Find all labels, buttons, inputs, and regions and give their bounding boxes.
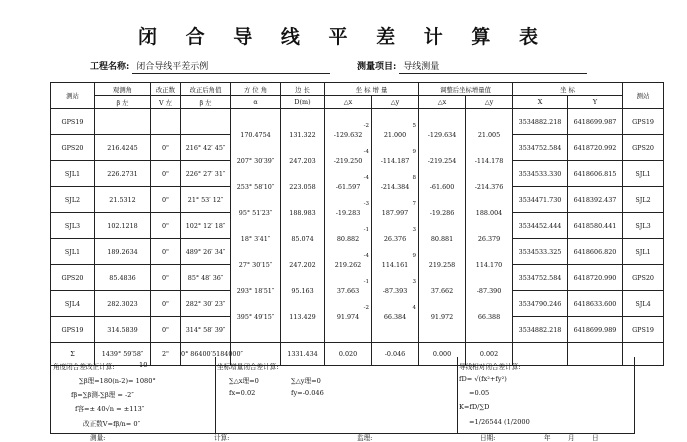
sum-ady: 0.002 bbox=[466, 343, 513, 366]
increment-correction: 3 bbox=[412, 278, 417, 285]
header-dy: △y bbox=[372, 96, 419, 109]
adjusted-delta-x-cell-value: -129.634 bbox=[427, 130, 457, 139]
y-coordinate-cell: 6418606.815 bbox=[568, 161, 623, 187]
table-row bbox=[51, 187, 664, 213]
measure-item-value[interactable]: 导线测量 bbox=[399, 59, 587, 74]
correction-cell: 0" bbox=[151, 187, 181, 213]
station-right-cell: SJL3 bbox=[623, 213, 664, 239]
adjusted-angle-cell: 489° 26′ 34″ bbox=[181, 239, 231, 265]
delta-x-cell-value: -129.632 bbox=[333, 130, 363, 139]
distance-cell-value: 85.074 bbox=[291, 234, 314, 243]
y-coordinate-cell: 6418633.600 bbox=[568, 291, 623, 317]
sum-adx: 0.000 bbox=[419, 343, 466, 366]
increment-correction: 8 bbox=[412, 174, 417, 181]
header-corr: 改正数 bbox=[151, 83, 181, 96]
delta-y-cell-value: 26.376 bbox=[383, 234, 407, 243]
delta-x-cell-value: -19.283 bbox=[335, 208, 361, 217]
delta-x-cell-value: -219.250 bbox=[333, 156, 363, 165]
page-title: 闭 合 导 线 平 差 计 算 表 bbox=[138, 26, 549, 48]
delta-y-cell bbox=[372, 265, 419, 295]
increment-correction: -4 bbox=[363, 174, 369, 181]
angle-corr-formula: 改正数V=fβ/n= 0″ bbox=[83, 420, 141, 428]
rel-k-formula: K=fD/∑D bbox=[459, 403, 490, 411]
delta-x-cell bbox=[325, 161, 372, 191]
x-coordinate-cell: 3534752.584 bbox=[513, 265, 568, 291]
table-row bbox=[51, 239, 664, 265]
sum-dx: 0.020 bbox=[325, 343, 372, 366]
adjusted-angle-cell: 314° 58′ 39″ bbox=[181, 317, 231, 343]
x-coordinate-cell: 3534533.330 bbox=[513, 161, 568, 187]
distance-cell-value: 113.429 bbox=[289, 312, 316, 321]
delta-y-cell-value: 66.384 bbox=[383, 312, 407, 321]
y-coordinate-cell: 6418720.992 bbox=[568, 135, 623, 161]
obs-angle-cell: 314.5839 bbox=[95, 317, 151, 343]
obs-angle-cell: 85.4836 bbox=[95, 265, 151, 291]
increment-correction: 9 bbox=[412, 252, 417, 259]
station-cell: SJL3 bbox=[51, 213, 95, 239]
x-coordinate-cell: 3534790.246 bbox=[513, 291, 568, 317]
station-right-cell: SJL1 bbox=[623, 239, 664, 265]
delta-x-cell-value: 80.882 bbox=[336, 234, 360, 243]
adjusted-delta-x-cell-value: -19.286 bbox=[429, 208, 455, 217]
increment-correction: 9 bbox=[412, 148, 417, 155]
delta-x-cell bbox=[325, 213, 372, 243]
header-coord-inc: 坐 标 增 量 bbox=[325, 83, 419, 96]
x-coordinate-cell: 3534533.325 bbox=[513, 239, 568, 265]
relative-closure-calc bbox=[457, 357, 634, 433]
adjusted-delta-x-cell-value: 219.258 bbox=[428, 260, 456, 269]
table-row bbox=[51, 265, 664, 291]
sum-dy: -0.046 bbox=[372, 343, 419, 366]
correction-cell: 0" bbox=[151, 213, 181, 239]
azimuth-cell-value: 27° 30′15″ bbox=[238, 260, 273, 269]
adjusted-delta-x-cell-value: -219.254 bbox=[427, 156, 457, 165]
delta-x-cell bbox=[325, 291, 372, 321]
signature-calculator: 计算: bbox=[214, 434, 230, 442]
y-coordinate-cell: 6418580.441 bbox=[568, 213, 623, 239]
header-adj-inc: 调整后坐标增量值 bbox=[419, 83, 513, 96]
adjusted-delta-x-cell-value: 91.972 bbox=[430, 312, 454, 321]
header-row-2 bbox=[51, 96, 664, 109]
adjusted-angle-cell: 102° 12′ 18″ bbox=[181, 213, 231, 239]
coord-fx: fx=0.02 bbox=[229, 389, 256, 397]
adjusted-delta-y-cell-value: 188.004 bbox=[475, 208, 503, 217]
delta-x-cell-value: -61.597 bbox=[335, 182, 361, 191]
increment-correction: 5 bbox=[412, 123, 417, 129]
header-obs-unit: β 左 bbox=[95, 96, 151, 109]
azimuth-cell-value: 293° 18′51″ bbox=[236, 286, 275, 295]
azimuth-cell-value: 170.4754 bbox=[240, 130, 271, 139]
obs-angle-cell: 226.2731 bbox=[95, 161, 151, 187]
measure-item-label: 测量项目: bbox=[357, 62, 397, 72]
angle-closure-calc bbox=[51, 357, 216, 433]
obs-angle-cell: 102.1218 bbox=[95, 213, 151, 239]
header-adx: △x bbox=[419, 96, 466, 109]
coord-sdx: ∑△x理=0 bbox=[229, 377, 259, 385]
header-station-right: 测站 bbox=[623, 83, 664, 109]
header-corr-unit: V 左 bbox=[151, 96, 181, 109]
delta-y-cell-value: 21.000 bbox=[383, 130, 407, 139]
delta-x-cell-value: 37.663 bbox=[336, 286, 360, 295]
coord-sdy: ∑△y理=0 bbox=[291, 377, 321, 385]
distance-cell-value: 131.322 bbox=[289, 130, 316, 139]
distance-cell-value: 247.203 bbox=[289, 156, 316, 165]
y-coordinate-cell: 6418720.990 bbox=[568, 265, 623, 291]
station-right-cell: GPS19 bbox=[623, 317, 664, 343]
delta-x-cell bbox=[325, 135, 372, 165]
delta-x-cell-value: 91.974 bbox=[336, 312, 360, 321]
sum-corr: 2" bbox=[151, 343, 181, 366]
station-cell: SJL1 bbox=[51, 239, 95, 265]
header-x: X bbox=[513, 96, 568, 109]
azimuth-cell bbox=[231, 109, 281, 139]
delta-y-cell bbox=[372, 291, 419, 321]
distance-cell-value: 188.983 bbox=[289, 208, 316, 217]
distance-cell-value: 95.163 bbox=[291, 286, 314, 295]
delta-y-cell bbox=[372, 161, 419, 191]
obs-angle-cell: 282.3023 bbox=[95, 291, 151, 317]
adjusted-delta-x-cell-value: 37.662 bbox=[430, 286, 454, 295]
increment-correction: -3 bbox=[363, 200, 369, 207]
delta-y-cell-value: -87.393 bbox=[382, 286, 408, 295]
project-name-value[interactable]: 闭合导线平差示例 bbox=[132, 59, 330, 74]
header-adj: 改正后角值 bbox=[181, 83, 231, 96]
distance-cell-value: 223.058 bbox=[289, 182, 316, 191]
distance-cell-value: 247.202 bbox=[289, 260, 316, 269]
increment-correction: -2 bbox=[363, 304, 369, 311]
delta-x-cell bbox=[325, 265, 372, 295]
delta-y-cell bbox=[372, 109, 419, 139]
azimuth-cell-value: 395° 49′15″ bbox=[236, 312, 275, 321]
angle-calc-title: 角度闭合差改正计算: bbox=[53, 363, 115, 371]
rel-fd-formula: fD= √(fx²+fy²) bbox=[459, 375, 507, 383]
table-body bbox=[51, 109, 664, 343]
increment-correction: -1 bbox=[363, 278, 369, 285]
x-coordinate-cell: 3534471.730 bbox=[513, 187, 568, 213]
adjusted-angle-cell bbox=[181, 109, 231, 135]
adjusted-angle-cell: 226° 27′ 31″ bbox=[181, 161, 231, 187]
increment-correction: 4 bbox=[412, 304, 417, 311]
correction-cell bbox=[151, 109, 181, 135]
delta-y-cell bbox=[372, 213, 419, 243]
station-right-cell: GPS20 bbox=[623, 265, 664, 291]
station-right-cell: GPS20 bbox=[623, 135, 664, 161]
adjusted-delta-y-cell-value: -87.390 bbox=[476, 286, 502, 295]
delta-x-cell bbox=[325, 109, 372, 139]
adjusted-angle-cell: 216° 42′ 45″ bbox=[181, 135, 231, 161]
signature-measurer: 测量: bbox=[90, 434, 106, 442]
y-coordinate-cell: 6418699.989 bbox=[568, 317, 623, 343]
header-adj-unit: β 左 bbox=[181, 96, 231, 109]
angle-calc-n: 10 bbox=[139, 361, 148, 369]
station-cell: GPS19 bbox=[51, 109, 95, 135]
delta-x-cell-value: 219.262 bbox=[334, 260, 362, 269]
adjusted-delta-y-cell-value: 114.170 bbox=[475, 260, 503, 269]
coord-calc-title: 坐标增量闭合差计算: bbox=[217, 363, 279, 371]
increment-correction: -4 bbox=[363, 148, 369, 155]
traverse-table bbox=[50, 82, 664, 366]
correction-cell: 0" bbox=[151, 317, 181, 343]
increment-correction: 3 bbox=[412, 226, 417, 233]
signature-day: 日 bbox=[592, 434, 599, 442]
station-cell: SJL4 bbox=[51, 291, 95, 317]
station-cell: SJL2 bbox=[51, 187, 95, 213]
header-y: Y bbox=[568, 96, 623, 109]
header-station: 测站 bbox=[51, 83, 95, 109]
header-dist: 边 长 bbox=[281, 83, 325, 96]
x-coordinate-cell: 3534452.444 bbox=[513, 213, 568, 239]
delta-x-cell bbox=[325, 187, 372, 217]
header-dx: △x bbox=[325, 96, 372, 109]
adjusted-delta-y-cell-value: -214.376 bbox=[474, 182, 504, 191]
header-azimuth-unit: α bbox=[231, 96, 281, 109]
table-row bbox=[51, 291, 664, 317]
x-coordinate-cell: 3534882.218 bbox=[513, 109, 568, 135]
header-coord: 坐 标 bbox=[513, 83, 623, 96]
adjusted-delta-y-cell-value: 21.005 bbox=[477, 130, 501, 139]
adjusted-delta-y-cell-value: 26.379 bbox=[477, 234, 501, 243]
delta-y-cell-value: -214.384 bbox=[380, 182, 410, 191]
adjusted-delta-x-cell-value: 80.881 bbox=[430, 234, 454, 243]
station-cell: GPS19 bbox=[51, 317, 95, 343]
station-right-cell: GPS19 bbox=[623, 109, 664, 135]
correction-cell: 0" bbox=[151, 265, 181, 291]
delta-y-cell-value: -114.187 bbox=[380, 156, 410, 165]
angle-f-beta: fβ=∑β测-∑β理 = -2″ bbox=[71, 391, 134, 399]
signature-date: 日期: bbox=[480, 434, 496, 442]
measure-item-field bbox=[357, 59, 587, 74]
project-name-field bbox=[90, 59, 330, 74]
angle-f-allow: f容=± 40√n = ±113″ bbox=[75, 405, 145, 413]
delta-x-cell bbox=[325, 239, 372, 269]
sum-dist: 1331.434 bbox=[281, 343, 325, 366]
azimuth-cell-value: 207° 30′39″ bbox=[236, 156, 275, 165]
rel-k-value: =1/26544 (1/2000 bbox=[469, 418, 530, 426]
delta-y-cell bbox=[372, 187, 419, 217]
azimuth-cell-value: 18° 3′41″ bbox=[240, 234, 271, 243]
y-coordinate-cell: 6418606.820 bbox=[568, 239, 623, 265]
adjusted-delta-y-cell-value: -114.178 bbox=[474, 156, 504, 165]
increment-correction: -1 bbox=[363, 226, 369, 233]
delta-y-cell bbox=[372, 239, 419, 269]
increment-correction: -4 bbox=[363, 252, 369, 259]
header-dist-unit: D(m) bbox=[281, 96, 325, 109]
table-row bbox=[51, 161, 664, 187]
x-coordinate-cell: 3534882.218 bbox=[513, 317, 568, 343]
adjusted-delta-x-cell bbox=[419, 109, 466, 139]
table-row bbox=[51, 135, 664, 161]
adjusted-angle-cell: 85° 48′ 36″ bbox=[181, 265, 231, 291]
station-cell: GPS20 bbox=[51, 265, 95, 291]
signature-checker: 监理: bbox=[357, 434, 373, 442]
obs-angle-cell: 216.4245 bbox=[95, 135, 151, 161]
delta-y-cell bbox=[372, 135, 419, 165]
y-coordinate-cell: 6418392.437 bbox=[568, 187, 623, 213]
obs-angle-cell: 189.2634 bbox=[95, 239, 151, 265]
sum-adj: 0° 86400′5184000″ bbox=[181, 343, 231, 366]
header-obs: 观测角 bbox=[95, 83, 151, 96]
signature-year: 年 bbox=[544, 434, 551, 442]
x-coordinate-cell: 3534752.584 bbox=[513, 135, 568, 161]
correction-cell: 0" bbox=[151, 291, 181, 317]
rel-calc-title: 导线相对闭合差计算: bbox=[459, 363, 521, 371]
adjusted-delta-x-cell-value: -61.600 bbox=[429, 182, 455, 191]
project-name-label: 工程名称: bbox=[90, 62, 130, 72]
signature-month: 月 bbox=[568, 434, 575, 442]
correction-cell: 0" bbox=[151, 239, 181, 265]
angle-sum-theory: ∑β理=180(n-2)= 1080° bbox=[79, 377, 156, 385]
station-right-cell: SJL4 bbox=[623, 291, 664, 317]
azimuth-cell-value: 95° 51′23″ bbox=[238, 208, 273, 217]
correction-cell: 0" bbox=[151, 135, 181, 161]
header-row-1 bbox=[51, 83, 664, 96]
header-ady: △y bbox=[466, 96, 513, 109]
adjusted-angle-cell: 282° 30′ 23″ bbox=[181, 291, 231, 317]
adjusted-delta-y-cell-value: 66.388 bbox=[477, 312, 501, 321]
calculation-panel bbox=[50, 357, 635, 434]
rel-fd-value: =0.05 bbox=[469, 389, 490, 397]
obs-angle-cell: 21.5312 bbox=[95, 187, 151, 213]
sum-obs: 1439° 59′58″ bbox=[95, 343, 151, 366]
table-row bbox=[51, 213, 664, 239]
adjusted-delta-y-cell bbox=[466, 109, 513, 139]
increment-correction: 7 bbox=[412, 200, 417, 207]
coord-closure-calc bbox=[215, 357, 458, 433]
coord-fy: fy=-0.046 bbox=[291, 389, 324, 397]
increment-correction: -2 bbox=[363, 123, 369, 129]
header-azimuth: 方 位 角 bbox=[231, 83, 281, 96]
adjusted-angle-cell: 21° 53′ 12″ bbox=[181, 187, 231, 213]
sum-label: Σ bbox=[51, 343, 95, 366]
correction-cell: 0" bbox=[151, 161, 181, 187]
delta-y-cell-value: 187.997 bbox=[381, 208, 409, 217]
y-coordinate-cell: 6418699.987 bbox=[568, 109, 623, 135]
station-right-cell: SJL1 bbox=[623, 161, 664, 187]
station-cell: SJL1 bbox=[51, 161, 95, 187]
station-right-cell: SJL2 bbox=[623, 187, 664, 213]
table-row bbox=[51, 109, 664, 135]
azimuth-cell-value: 253° 58′10″ bbox=[236, 182, 275, 191]
delta-y-cell-value: 114.161 bbox=[381, 260, 409, 269]
obs-angle-cell bbox=[95, 109, 151, 135]
distance-cell bbox=[281, 109, 325, 139]
station-cell: GPS20 bbox=[51, 135, 95, 161]
